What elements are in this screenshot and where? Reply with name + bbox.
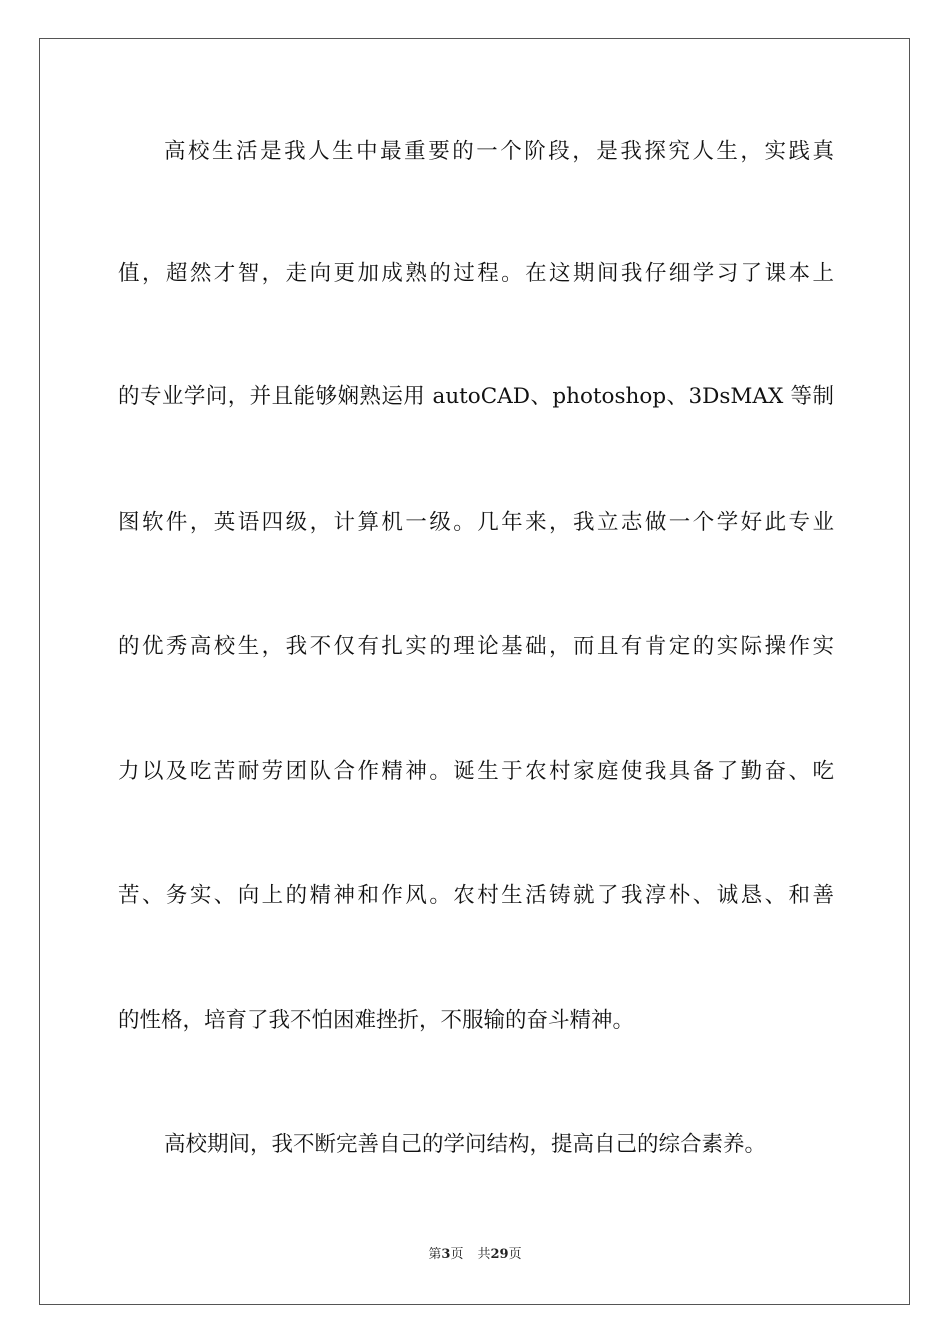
paragraph-1-line-5: 的优秀高校生，我不仅有扎实的理论基础，而且有肯定的实际操作实 bbox=[118, 634, 834, 659]
footer-page-prefix: 第 bbox=[428, 1247, 442, 1262]
paragraph-1-line-7: 苦、务实、向上的精神和作风。农村生活铸就了我淳朴、诚恳、和善 bbox=[118, 883, 834, 908]
paragraph-1-line-1: 高校生活是我人生中最重要的一个阶段，是我探究人生，实践真 bbox=[164, 139, 834, 164]
page-footer bbox=[0, 1246, 950, 1264]
paragraph-1-line-6: 力以及吃苦耐劳团队合作精神。诞生于农村家庭使我具备了勤奋、吃 bbox=[118, 759, 834, 784]
footer-total-prefix: 共 bbox=[477, 1247, 491, 1262]
paragraph-1-line-3: 的专业学问，并且能够娴熟运用 autoCAD、photoshop、3DsMAX 等制 bbox=[118, 384, 834, 409]
paragraph-1-line-8: 的性格，培育了我不怕困难挫折，不服输的奋斗精神。 bbox=[118, 1008, 635, 1033]
paragraph-1-line-4: 图软件，英语四级，计算机一级。几年来，我立志做一个学好此专业 bbox=[118, 510, 834, 535]
footer-page-suffix: 页 bbox=[450, 1247, 464, 1262]
page-border bbox=[39, 38, 910, 1305]
footer-page-number: 3 bbox=[441, 1247, 451, 1262]
footer-total-suffix: 页 bbox=[508, 1247, 522, 1262]
paragraph-2-line-1: 高校期间，我不断完善自己的学问结构，提高自己的综合素养。 bbox=[164, 1132, 767, 1157]
footer-total-pages: 29 bbox=[490, 1247, 509, 1262]
paragraph-1-line-2: 值，超然才智，走向更加成熟的过程。在这期间我仔细学习了课本上 bbox=[118, 261, 834, 286]
